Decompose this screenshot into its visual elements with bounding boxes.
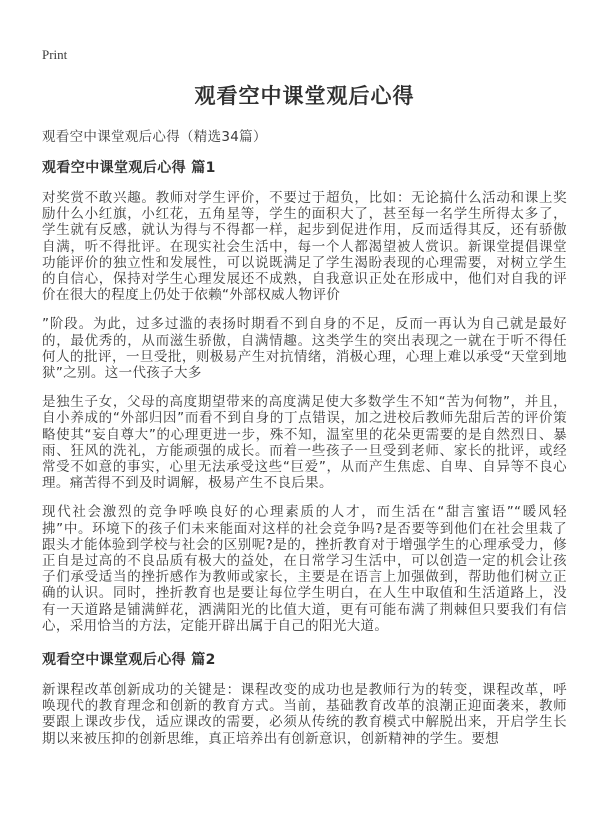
document-subtitle: 观看空中课堂观后心得（精选34篇） xyxy=(42,129,267,145)
section-1-paragraph-3: 是独生子女，父母的高度期望带来的高度满足使大多数学生不知“苦为何物”，并且，自小养成的“外部归因”而看不到自身的丁点错误，加之进校后教师先甜后苦的评价策略使其“妄自尊大”的心理更进一步，殊不知，温室里的花朵更需要的是自然烈日、暴雨、狂风的洗礼，方能顽强的成长。而着一些孩子一旦受到老师、家长的批评，或经常受不如意的事实，心里无法承受这些“巨爱”，从而产生焦虑、自卑、自异等不良心理。痛苦得不到及时调解，极易产生不良后果。 xyxy=(42,394,567,492)
page-title: 观看空中课堂观后心得 xyxy=(194,84,415,108)
section-heading-2: 观看空中课堂观后心得 篇2 xyxy=(42,652,216,669)
print-button[interactable]: Print xyxy=(42,47,68,62)
section-heading-1: 观看空中课堂观后心得 篇1 xyxy=(42,160,216,176)
section-1-paragraph-2: ”阶段。为此，过多过滥的表扬时期看不到自身的不足，反而一再认为自己就是最好的，最优秀的，从而滋生骄傲，自满情趣。这类学生的突出表现之一就在于听不得任何人的批评，一旦受批，则极易产生对抗情绪，消极心理，心理上难以承受“天堂到地狱”之别。这一代孩子大多 xyxy=(42,316,567,382)
section-2-paragraph-1: 新课程改革创新成功的关键是：课程改变的成功也是教师行为的转变，课程改革，呼唤现代的教育理念和创新的教育方式。当前，基础教育改革的浪潮正迎面袭来，教师要跟上课改步伐，适应课改的需要，必须从传统的教育模式中解脱出来，开启学生长期以来被压抑的创新思维，真正培养出有创新意识，创新精神的学生。要想 xyxy=(42,682,567,747)
section-1-paragraph-1: 对奖赏不敢兴趣。教师对学生评价，不要过于超负，比如：无论搞什么活动和课上奖励什么小红旗，小红花，五角星等，学生的面积大了，甚至每一名学生所得太多了，学生就有反感，就认为得与不得都一样，起步到促进作用，反而适得其反，还有骄傲自满，听不得批评。在现实社会生活中，每一个人都渴望被人赏识。新课堂提倡课堂功能评价的独立性和发展性，可以说既满足了学生渴盼表现的心理需要，对树立学生的自信心，保持对学生心理发展还不成熟，自我意识正处在形成中，他们对自我的评价在很大的程度上仍处于依赖“外部权威人物评价 xyxy=(42,190,567,304)
section-1-paragraph-4: 现代社会激烈的竞争呼唤良好的心理素质的人才，而生活在“甜言蜜语”“暖风轻拂”中。环境下的孩子们未来能面对这样的社会竞争吗?是否要等到他们在社会里栽了跟头才能体验到学校与社会的区别呢?是的，挫折教育对于增强学生的心理承受力，修正自是过高的不良品质有极大的益处，在日常学习生活中，可以创造一定的机会让孩子们承受适当的挫折感作为教师或家长，主要是在语言上加强做到，帮助他们树立正确的认识。同时，挫折教育也是要让每位学生明白，在人生中取值和生活道路上，没有一天道路是铺满鲜花，洒满阳光的比值大道，更有可能布满了荆棘但只要我们有信心，采用恰当的方法，定能开辟出属于自己的阳光大道。 xyxy=(42,504,567,634)
